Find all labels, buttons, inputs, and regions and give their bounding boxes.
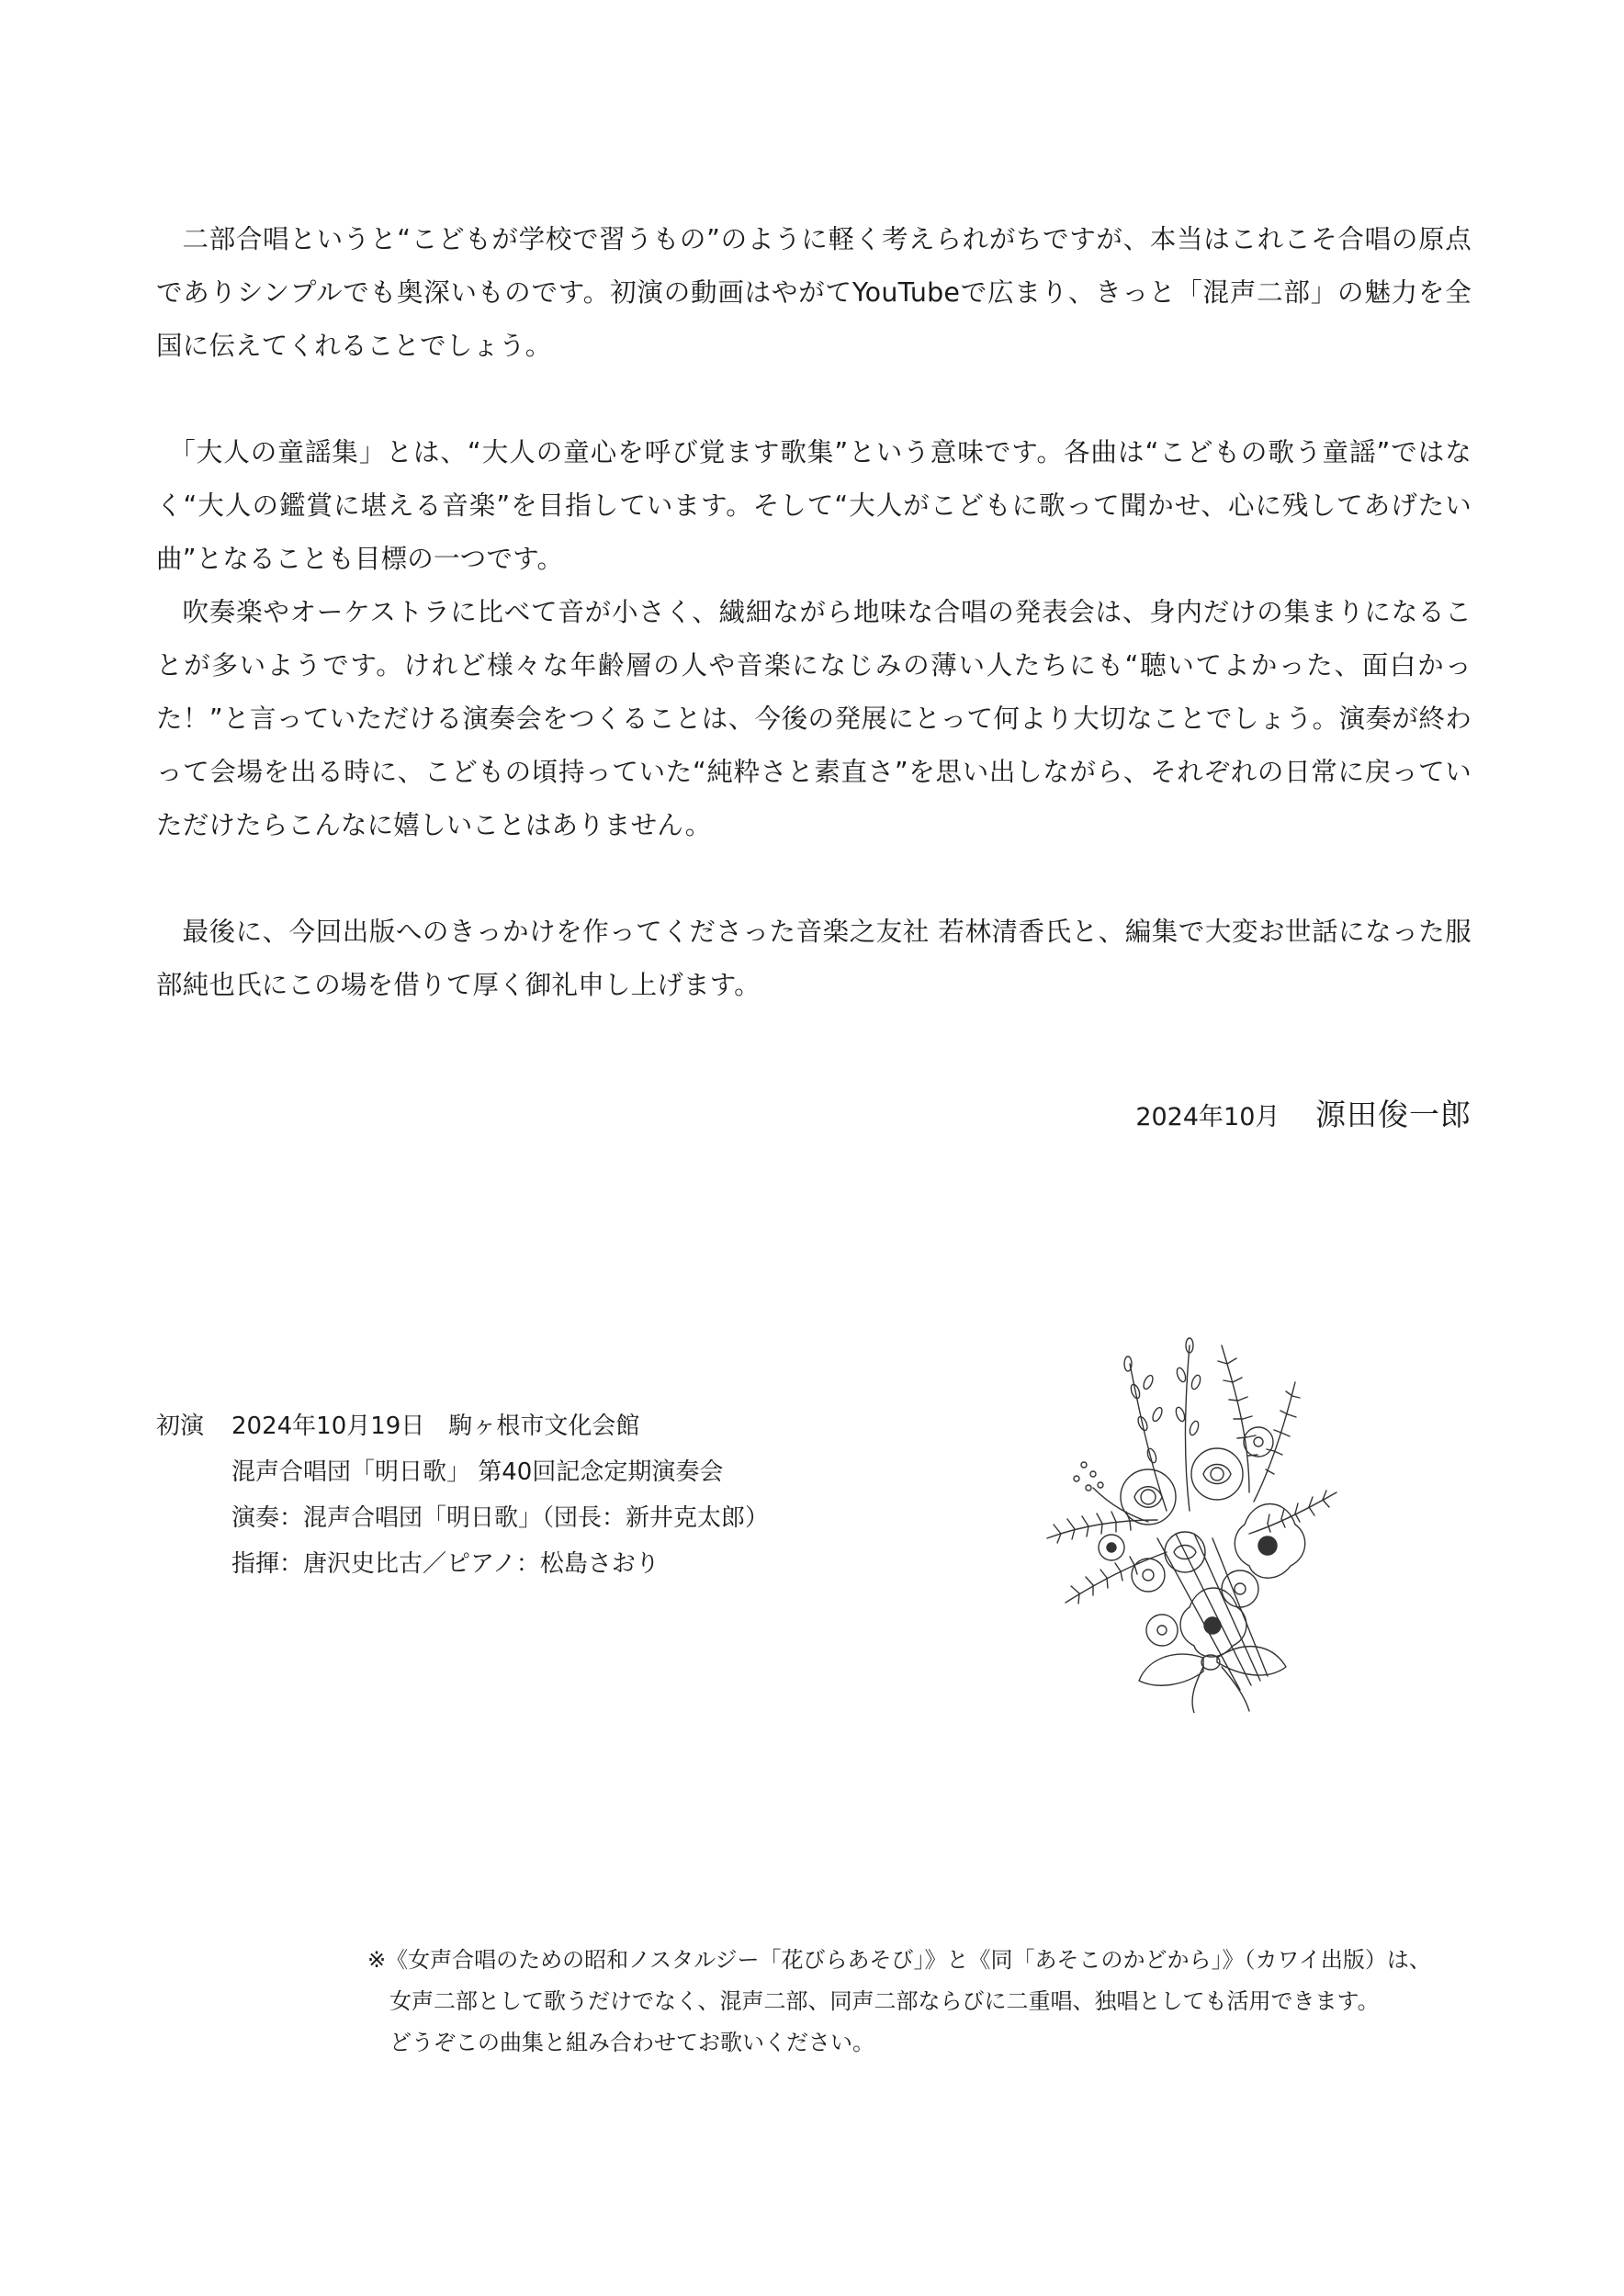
premiere-row <box>156 1541 769 1587</box>
paragraph-4: 最後に、今回出版へのきっかけを作ってくださった音楽之友社 若林清香氏と、編集で大変お世話になった服部純也氏にこの場を借りて厚く御礼申し上げます。 <box>156 917 1472 1000</box>
premiere-label: 初演 <box>156 1412 205 1440</box>
paragraph-2: 「大人の童謡集」とは、“大人の童心を呼び覚ます歌集”という意味です。各曲は“こどもの歌う童謡”ではなく“大人の鑑賞に堪える音楽”を目指しています。そして“大人がこどもに歌って聞かせ、心に残してあげたい曲”となることも目標の一つです。 <box>156 437 1472 574</box>
premiere-row <box>156 1403 769 1449</box>
main-text <box>156 213 1472 1012</box>
premiere-performer: 演奏：混声合唱団「明日歌」（団長：新井克太郎） <box>231 1504 770 1532</box>
footnote-line: 女声二部として歌うだけでなく、混声二部、同声二部ならびに二重唱、独唱としても活用できます。 <box>389 1988 1380 2014</box>
signature-block <box>1135 1088 1472 1144</box>
premiere-row <box>156 1495 769 1541</box>
author-name: 源田俊一郎 <box>1315 1097 1472 1132</box>
premiere-row <box>156 1449 769 1495</box>
flower-bouquet-icon <box>1020 1327 1350 1713</box>
footnote-line: どうぞこの曲集と組み合わせてお歌いください。 <box>389 2030 874 2055</box>
paragraph-3: 吹奏楽やオーケストラに比べて音が小さく、繊細ながら地味な合唱の発表会は、身内だけの集まりになることが多いようです。けれど様々な年齢層の人や音楽になじみの薄い人たちにも“聴いてよかった、面白かった！”と言っていただける演奏会をつくることは、今後の発展にとって何より大切なことでしょう。演奏が終わって会場を出る時に、こどもの頃持っていた“純粋さと素直さ”を思い出しながら、それぞれの日常に戻っていただけたらこんなに嬉しいことはありません。 <box>156 597 1472 840</box>
signature-date: 2024年10月 <box>1135 1103 1280 1131</box>
premiere-concert: 混声合唱団「明日歌」 第40回記念定期演奏会 <box>231 1458 724 1486</box>
premiere-date-venue: 2024年10月19日 駒ヶ根市文化会館 <box>231 1412 640 1440</box>
paragraph-1: 二部合唱というと“こどもが学校で習うもの”のように軽く考えられがちですが、本当はこれこそ合唱の原点でありシンプルでも奥深いものです。初演の動画はやがてYouTubeで広まり、きっと「混声二部」の魅力を全国に伝えてくれることでしょう。 <box>156 224 1472 361</box>
premiere-conductor: 指揮：唐沢史比古／ピアノ：松島さおり <box>231 1550 660 1578</box>
premiere-info <box>156 1403 769 1587</box>
footnote-line: ※《女声合唱のための昭和ノスタルジー「花びらあそび」》と《同「あそこのかどから」》（カワイ出版）は、 <box>367 1947 1431 1973</box>
footnote <box>367 1940 1431 2064</box>
